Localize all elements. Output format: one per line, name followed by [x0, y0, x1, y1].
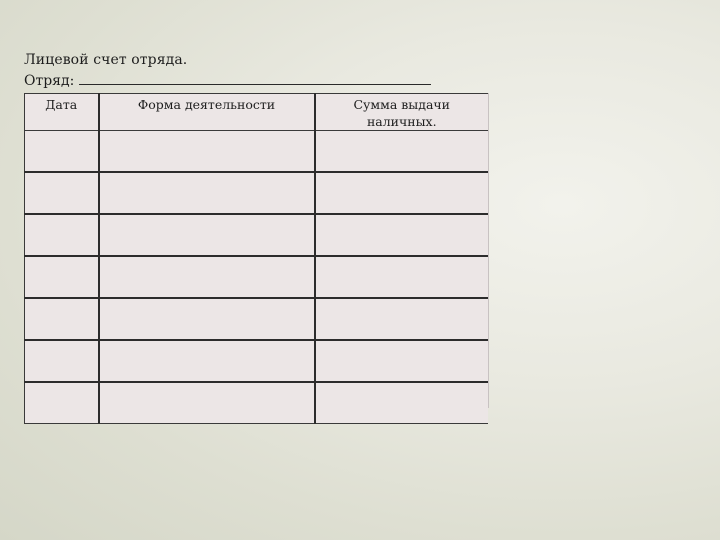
cell-date[interactable] — [25, 298, 99, 340]
table-row — [25, 256, 489, 298]
table-row — [25, 214, 489, 256]
document-title: Лицевой счет отряда. — [24, 52, 188, 68]
account-table-container — [24, 93, 489, 408]
table-row — [25, 340, 489, 382]
cell-cash-amount[interactable] — [315, 256, 489, 298]
squad-field — [24, 73, 431, 89]
table-row — [25, 131, 489, 173]
table-row — [25, 298, 489, 340]
cell-cash-amount[interactable] — [315, 298, 489, 340]
cell-activity-form[interactable] — [99, 298, 315, 340]
cell-activity-form[interactable] — [99, 340, 315, 382]
table-body — [25, 131, 489, 424]
cell-date[interactable] — [25, 131, 99, 173]
cell-cash-amount[interactable] — [315, 131, 489, 173]
cell-activity-form[interactable] — [99, 131, 315, 173]
cell-cash-amount[interactable] — [315, 172, 489, 214]
cell-cash-amount[interactable] — [315, 214, 489, 256]
squad-label: Отряд: — [24, 73, 75, 89]
squad-blank-line[interactable] — [79, 83, 431, 85]
header-date: Дата — [25, 94, 99, 131]
header-cash-amount: Сумма выдачи наличных. — [315, 94, 489, 131]
table-row — [25, 172, 489, 214]
cell-activity-form[interactable] — [99, 172, 315, 214]
cell-date[interactable] — [25, 214, 99, 256]
table-header-row — [25, 94, 489, 131]
table-row — [25, 382, 489, 424]
cell-activity-form[interactable] — [99, 382, 315, 424]
cell-date[interactable] — [25, 172, 99, 214]
cell-date[interactable] — [25, 340, 99, 382]
cell-cash-amount[interactable] — [315, 382, 489, 424]
cell-activity-form[interactable] — [99, 256, 315, 298]
account-table — [24, 93, 488, 424]
cell-activity-form[interactable] — [99, 214, 315, 256]
cell-date[interactable] — [25, 256, 99, 298]
header-activity-form: Форма деятельности — [99, 94, 315, 131]
cell-cash-amount[interactable] — [315, 340, 489, 382]
cell-date[interactable] — [25, 382, 99, 424]
